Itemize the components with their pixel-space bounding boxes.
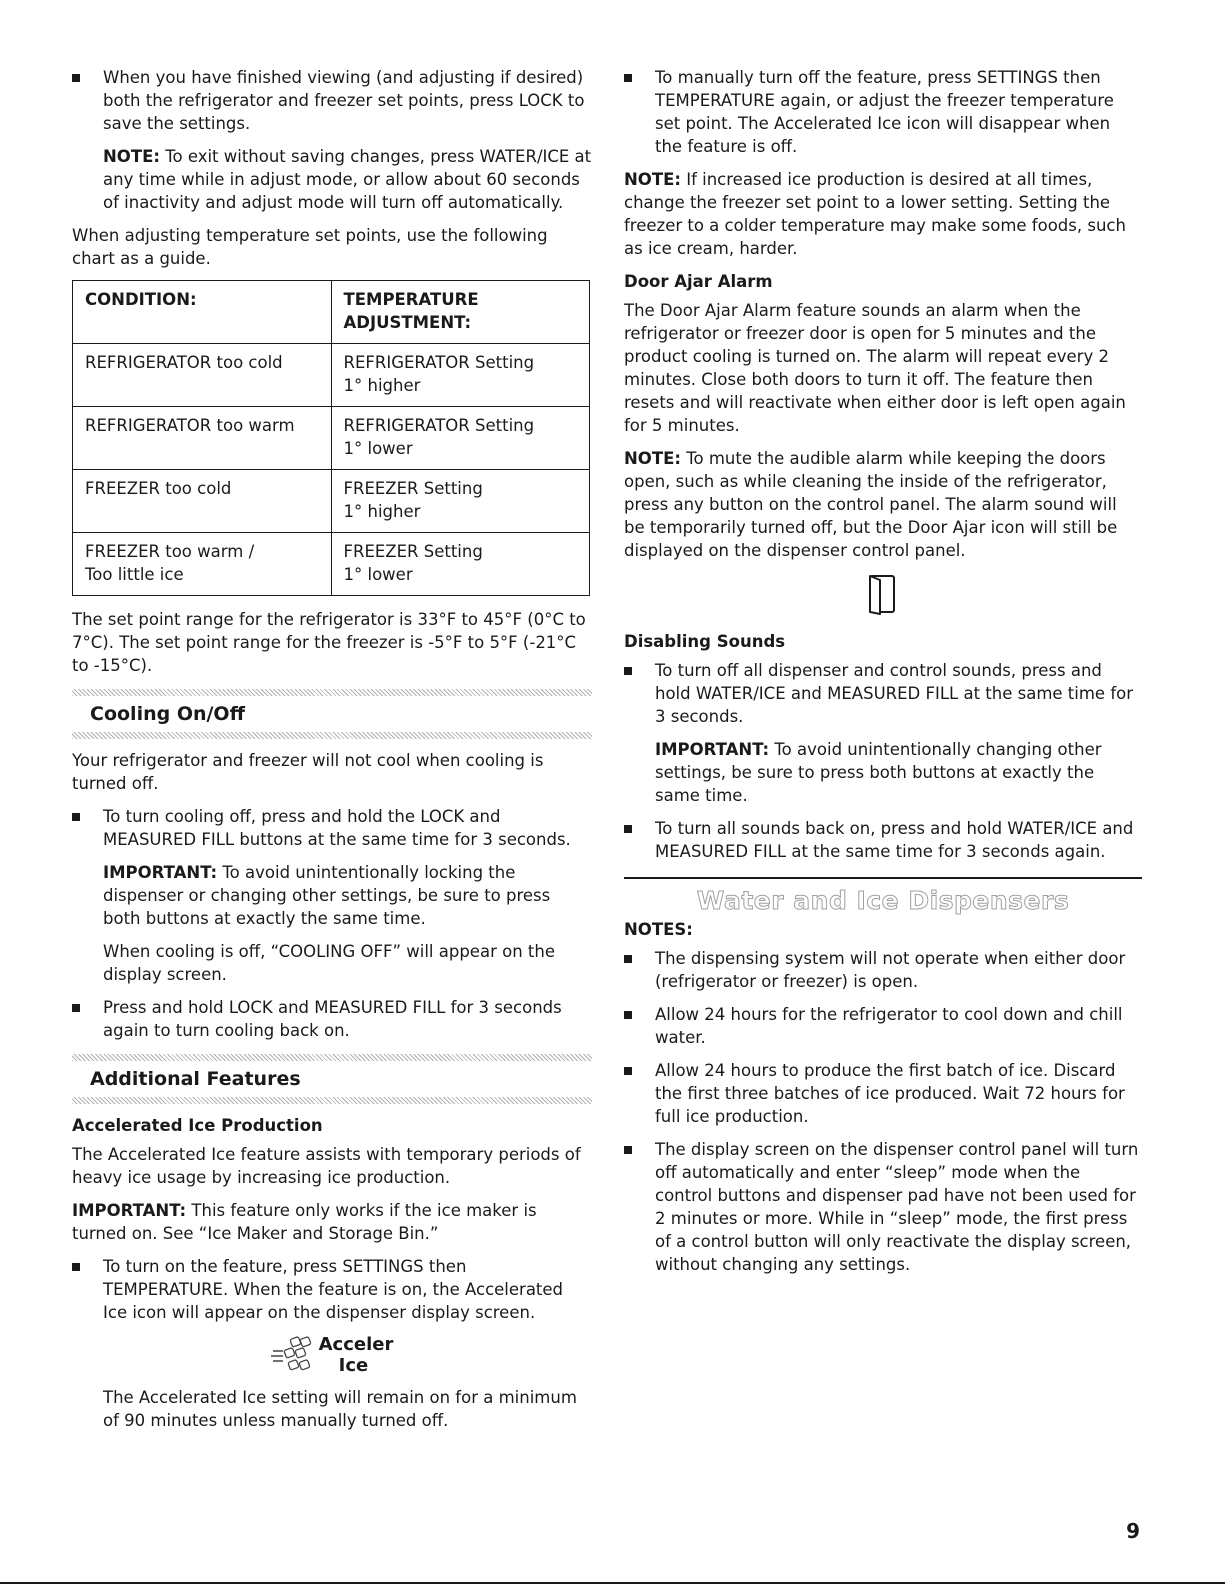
- ice-cubes-icon: [271, 1335, 315, 1375]
- note-text: If increased ice production is desired at all times, change the freezer set point to a lower setting. Setting the freezer to a colder temperature may make some foods, such as ice cream, harder.: [624, 170, 1126, 258]
- adjust-setting: REFRIGERATOR Setting: [343, 353, 535, 372]
- header-adjustment: TEMPERATURE ADJUSTMENT:: [331, 281, 590, 344]
- note-text: To exit without saving changes, press WATER/ICE at any time while in adjust mode, or allow about 60 seconds of inactivity and adjust mode will turn off automatically.: [103, 147, 592, 212]
- important-label: IMPORTANT:: [655, 740, 770, 759]
- bullet-sounds-off: To turn off all dispenser and control sounds, press and hold WATER/ICE and MEASURED FILL at the same time for 3 seconds.: [624, 659, 1142, 728]
- important-ice-maker: [72, 1199, 592, 1245]
- bottom-border: [0, 1582, 1225, 1584]
- important-text: To avoid unintentionally changing other settings, be sure to press both buttons at exactly the same time.: [655, 740, 1102, 805]
- list-item: The dispensing system will not operate when either door (refrigerator or freezer) is open.: [624, 947, 1142, 993]
- cell-condition: [73, 533, 332, 596]
- notes-label: NOTES:: [624, 920, 693, 939]
- disabling-sounds-heading: Disabling Sounds: [624, 632, 786, 651]
- door-ajar-heading: Door Ajar Alarm: [624, 272, 773, 291]
- temperature-adjustment-table: [72, 280, 590, 596]
- hatch-divider: [72, 1054, 592, 1061]
- section-title: Additional Features: [90, 1068, 301, 1090]
- accelerated-ice-duration: The Accelerated Ice setting will remain on for a minimum of 90 minutes unless manually turned off.: [103, 1388, 577, 1430]
- adjust-amount: 1° higher: [343, 376, 421, 395]
- bullet-cooling-off: To turn cooling off, press and hold the LOCK and MEASURED FILL buttons at the same time for 3 seconds.: [72, 805, 592, 851]
- adjust-amount: 1° lower: [343, 565, 413, 584]
- list-item: The display screen on the dispenser control panel will turn off automatically and enter “sleep” mode when the control buttons and dispenser pad have not been used for 2 minutes or more. While in “sleep” mode, the first press of a control button will only reactivate the display screen, without changing any settings.: [624, 1138, 1142, 1276]
- open-door-icon: [868, 572, 898, 616]
- right-column: [624, 66, 1142, 1286]
- bullet-turn-on-feature: To turn on the feature, press SETTINGS then TEMPERATURE. When the feature is on, the Accelerated Ice icon will appear on the dispenser display screen.: [72, 1255, 592, 1324]
- hatch-divider: [72, 689, 592, 696]
- condition-line: Too little ice: [85, 565, 184, 584]
- icon-label-line: Acceler: [318, 1334, 394, 1355]
- bullet-sounds-on: To turn all sounds back on, press and hold WATER/ICE and MEASURED FILL at the same time for 3 seconds again.: [624, 817, 1142, 863]
- cell-condition: REFRIGERATOR too warm: [73, 407, 332, 470]
- important-label: IMPORTANT:: [72, 1201, 187, 1220]
- cooling-off-display: When cooling is off, “COOLING OFF” will appear on the display screen.: [103, 942, 555, 984]
- table-header-row: [73, 281, 590, 344]
- hatch-divider: [72, 1097, 592, 1104]
- cell-adjustment: [331, 533, 590, 596]
- note-label: NOTE:: [103, 147, 160, 166]
- condition-line: FREEZER too warm /: [85, 542, 255, 561]
- important-text: This feature only works if the ice maker is turned on. See “Ice Maker and Storage Bin.”: [72, 1201, 537, 1243]
- cell-condition: FREEZER too cold: [73, 470, 332, 533]
- accelerated-ice-heading: Accelerated Ice Production: [72, 1116, 323, 1135]
- table-row: [73, 407, 590, 470]
- note-label: NOTE:: [624, 449, 681, 468]
- adjust-setting: FREEZER Setting: [343, 479, 483, 498]
- important-label: IMPORTANT:: [103, 863, 218, 882]
- accelerated-ice-intro: The Accelerated Ice feature assists with temporary periods of heavy ice usage by increasing ice production.: [72, 1145, 581, 1187]
- section-header-cooling: [72, 689, 592, 739]
- left-column: [72, 66, 592, 1442]
- dispensers-title: Water and Ice Dispensers: [696, 886, 1070, 915]
- header-condition: CONDITION:: [73, 281, 332, 344]
- adjust-setting: REFRIGERATOR Setting: [343, 416, 535, 435]
- table-row: [73, 344, 590, 407]
- section-header-additional: [72, 1054, 592, 1104]
- important-text: To avoid unintentionally locking the dispenser or changing other settings, be sure to press both buttons at exactly the same time.: [103, 863, 551, 928]
- door-ajar-text: The Door Ajar Alarm feature sounds an alarm when the refrigerator or freezer door is open for 5 minutes and the product cooling is turned on. The alarm will repeat every 2 minutes. Close both doors to turn it off. The feature then resets and will reactivate when either door is left open again for 5 minutes.: [624, 301, 1126, 435]
- icon-label-line: Ice: [338, 1355, 369, 1376]
- accelerated-ice-icon: [72, 1334, 592, 1376]
- bullet-turn-off-feature: To manually turn off the feature, press SETTINGS then TEMPERATURE again, or adjust the freezer temperature set point. The Accelerated Ice icon will disappear when the feature is off.: [624, 66, 1142, 158]
- bullet-cooling-on: Press and hold LOCK and MEASURED FILL for 3 seconds again to turn cooling back on.: [72, 996, 592, 1042]
- list-item: Allow 24 hours to produce the first batch of ice. Discard the first three batches of ice produced. Wait 72 hours for full ice production.: [624, 1059, 1142, 1128]
- hatch-divider: [72, 732, 592, 739]
- page-number: 9: [1126, 1519, 1140, 1543]
- list-item: Allow 24 hours for the refrigerator to cool down and chill water.: [624, 1003, 1142, 1049]
- section-title: Cooling On/Off: [90, 703, 245, 725]
- section-rule: [624, 877, 1142, 879]
- note-text: To mute the audible alarm while keeping the doors open, such as while cleaning the inside of the refrigerator, press any button on the control panel. The alarm sound will be temporarily turned off, but the Door Ajar icon will still be displayed on the dispenser control panel.: [624, 449, 1118, 560]
- accelerated-ice-label: [319, 1334, 394, 1376]
- cooling-intro: Your refrigerator and freezer will not cool when cooling is turned off.: [72, 751, 544, 793]
- set-point-range: The set point range for the refrigerator is 33°F to 45°F (0°C to 7°C). The set point range for the freezer is -5°F to 5°F (-21°C to -15°C).: [72, 610, 586, 675]
- cell-adjustment: [331, 470, 590, 533]
- cell-condition: REFRIGERATOR too cold: [73, 344, 332, 407]
- adjust-amount: 1° higher: [343, 502, 421, 521]
- cell-adjustment: [331, 407, 590, 470]
- bullet-save-settings: When you have finished viewing (and adjusting if desired) both the refrigerator and freezer set points, press LOCK to save the settings.: [72, 66, 592, 135]
- important-sounds: [624, 738, 1142, 807]
- adjust-setting: FREEZER Setting: [343, 542, 483, 561]
- table-row: [73, 470, 590, 533]
- cell-adjustment: [331, 344, 590, 407]
- adjust-amount: 1° lower: [343, 439, 413, 458]
- note-label: NOTE:: [624, 170, 681, 189]
- table-row: [73, 533, 590, 596]
- chart-intro: When adjusting temperature set points, use the following chart as a guide.: [72, 226, 548, 268]
- important-cooling: [72, 861, 592, 930]
- note-exit-without-saving: [72, 145, 592, 214]
- note-increased-ice: [624, 168, 1142, 260]
- door-ajar-icon: [624, 572, 1142, 616]
- note-mute-alarm: [624, 447, 1142, 562]
